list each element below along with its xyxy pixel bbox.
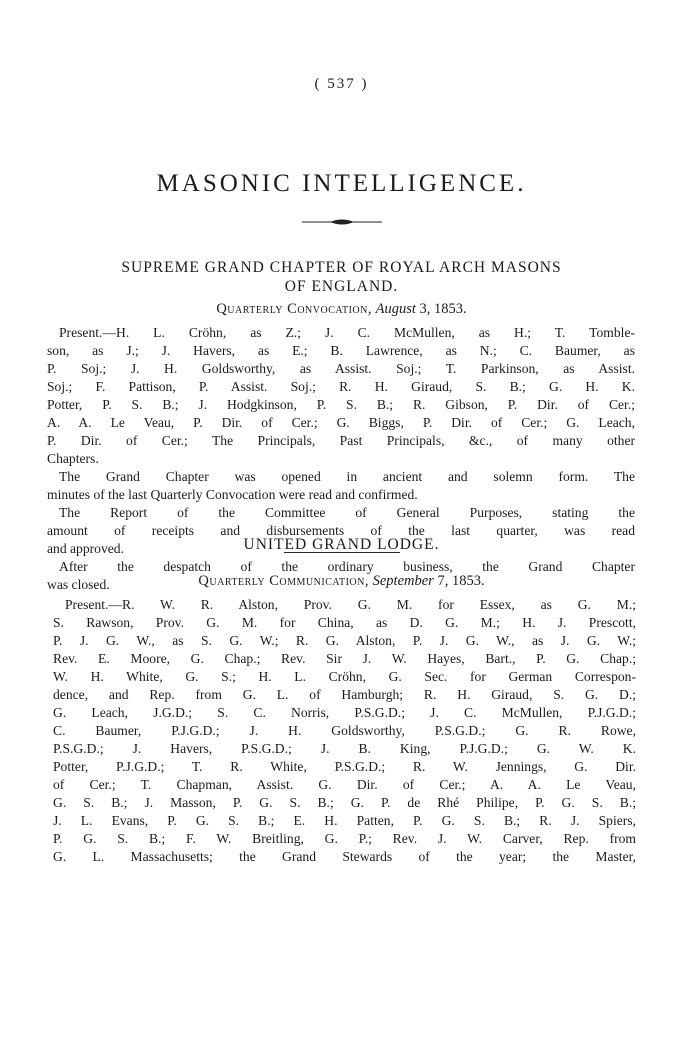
page-number: ( 537 ) [314,76,369,92]
communication-day-year: 7, 1853. [437,573,485,589]
text-line: P. Soj.; J. H. Goldsworthy, as Assist. Soj.; T. Parkinson, as Assist. [47,361,635,376]
text-line: P. J. G. W., as S. G. W.; R. G. Alston, P. J. G. W., as J. G. W.; [53,633,636,648]
text-line: G. S. B.; J. Masson, P. G. S. B.; G. P. de Rhé Philipe, P. G. S. B.; [53,795,636,810]
text-line: S. Rawson, Prov. G. M. for China, as D. G. M.; H. J. Prescott, [53,615,636,630]
text-line: son, as J.; J. Havers, as E.; B. Lawrence, as N.; C. Baumer, as [47,343,635,358]
ornament-divider-icon [300,217,384,227]
text-line: A. A. Le Veau, P. Dir. of Cer.; G. Biggs, P. Dir. of Cer.; G. Leach, [47,415,635,430]
text-line: After the despatch of the ordinary business, the Grand Chapter [59,559,635,574]
lodge-report-text [53,596,636,866]
chapter-heading-line-2: OF ENGLAND. [284,278,399,295]
chapter-heading-line-1: SUPREME GRAND CHAPTER OF ROYAL ARCH MASONS [121,259,562,276]
communication-month: September [372,573,434,589]
convocation-subheading [0,300,683,318]
text-line: of Cer.; T. Chapman, Assist. G. Dir. of Cer.; A. A. Le Veau, [53,777,636,792]
text-line: Potter, P.J.G.D.; T. R. White, P.S.G.D.; R. W. Jennings, G. Dir. [53,759,636,774]
text-line: P. Dir. of Cer.; The Principals, Past Principals, &c., of many other [47,433,635,448]
text-line: Present.—H. L. Cröhn, as Z.; J. C. McMullen, as H.; T. Tomble- [59,325,635,340]
communication-subheading [0,572,683,590]
text-line: and approved. [47,541,125,556]
lodge-heading: UNITED GRAND LODGE. [243,536,440,553]
text-line: P. G. S. B.; F. W. Breitling, G. P.; Rev. J. W. Carver, Rep. from [53,831,636,846]
text-line: The Report of the Committee of General Purposes, stating the [59,505,635,520]
text-line: Rev. E. Moore, G. Chap.; Rev. Sir J. W. Hayes, Bart., P. G. Chap.; [53,651,636,666]
text-line: W. H. White, G. S.; H. L. Cröhn, G. Sec. for German Correspon- [53,669,636,684]
convocation-day-year: 3, 1853. [419,301,467,317]
text-line: P.S.G.D.; J. Havers, P.S.G.D.; J. B. King, P.J.G.D.; G. W. K. [53,741,636,756]
text-line: J. L. Evans, P. G. S. B.; E. H. Patten, P. G. S. B.; R. J. Spiers, [53,813,636,828]
text-line: Present.—R. W. R. Alston, Prov. G. M. for Essex, as G. M.; [65,597,636,612]
convocation-label: Quarterly Convocation, [216,301,373,317]
text-line: Potter, P. S. B.; J. Hodgkinson, P. S. B.; R. Gibson, P. Dir. of Cer.; [47,397,635,412]
text-line: G. L. Massachusetts; the Grand Stewards of the year; the Master, [53,849,636,864]
text-line: minutes of the last Quarterly Convocation were read and confirmed. [47,487,418,502]
text-line: amount of receipts and disbursements of the last quarter, was read [47,523,635,538]
text-line: G. Leach, J.G.D.; S. C. Norris, P.S.G.D.; J. C. McMullen, P.J.G.D.; [53,705,636,720]
text-line: dence, and Rep. from G. L. of Hamburgh; R. H. Giraud, S. G. D.; [53,687,636,702]
text-line: was closed. [47,577,110,592]
text-line: C. Baumer, P.J.G.D.; J. H. Goldsworthy, P.S.G.D.; G. R. Rowe, [53,723,636,738]
text-line: Soj.; F. Pattison, P. Assist. Soj.; R. H. Giraud, S. B.; G. H. K. [47,379,635,394]
text-line: The Grand Chapter was opened in ancient and solemn form. The [59,469,635,484]
page-title: MASONIC INTELLIGENCE. [156,170,527,197]
convocation-month: August [375,301,416,317]
text-line: Chapters. [47,451,99,466]
communication-label: Quarterly Communication, [198,573,369,589]
